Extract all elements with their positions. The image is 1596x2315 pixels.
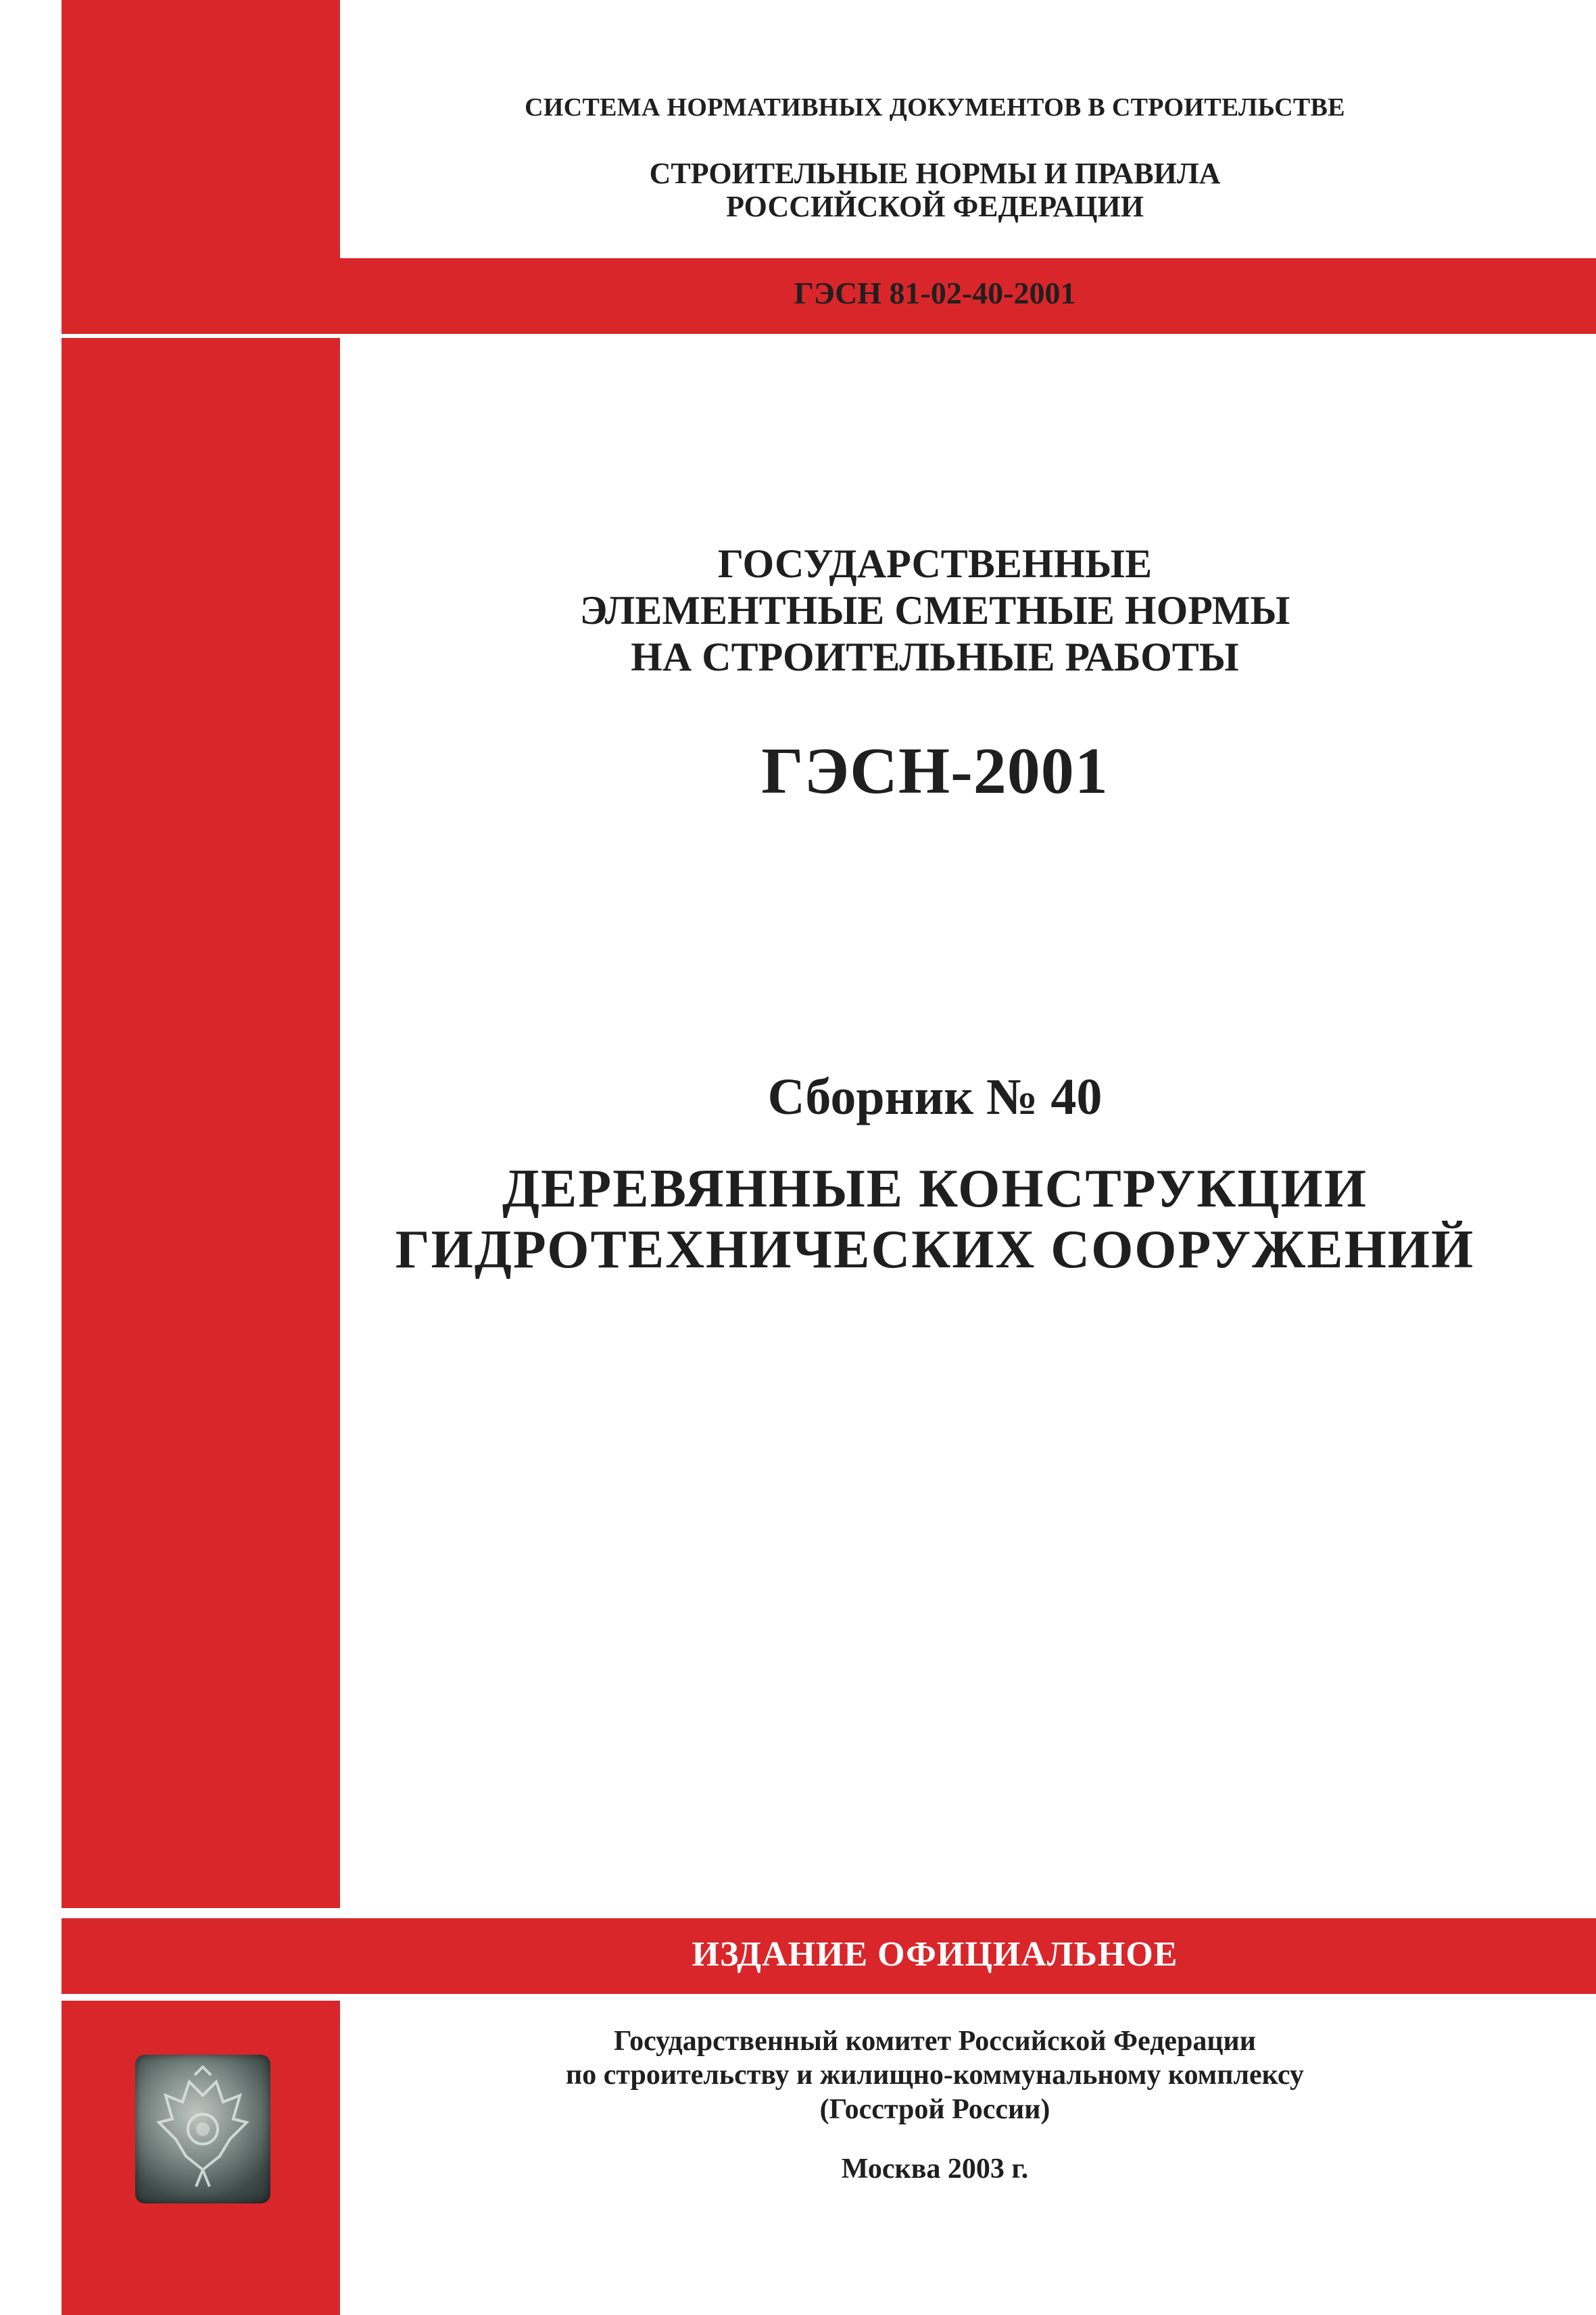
document-code: ГЭСН 81-02-40-2001 [794,276,1076,310]
norms-heading [340,157,1530,224]
publisher-line-1: Государственный комитет Российской Федерации [614,2026,1256,2057]
collection-subject [340,1159,1530,1280]
collection-number: Сборник № 40 [767,1069,1103,1125]
official-edition-label: ИЗДАНИЕ ОФИЦИАЛЬНОЕ [692,1935,1178,1974]
red-vertical-bar-middle [62,338,340,1908]
document-title [340,541,1530,681]
norms-line-1: СТРОИТЕЛЬНЫЕ НОРМЫ И ПРАВИЛА [649,157,1221,190]
publisher-line-3: (Госстрой России) [819,2093,1050,2125]
city-year: Москва 2003 г. [841,2153,1029,2185]
title-line-2: ЭЛЕМЕНТНЫЕ СМЕТНЫЕ НОРМЫ [579,588,1290,633]
series-heading: СИСТЕМА НОРМАТИВНЫХ ДОКУМЕНТОВ В СТРОИТЕЛЬСТВЕ [525,93,1345,122]
big-code: ГЭСН-2001 [761,735,1109,808]
red-vertical-bar-top [62,0,340,258]
publisher-line-2: по строительству и жилищно-коммунальному комплексу [566,2060,1304,2091]
publisher-block [340,2024,1530,2126]
subject-line-1: ДЕРЕВЯННЫЕ КОНСТРУКЦИИ [502,1159,1368,1219]
title-line-3: НА СТРОИТЕЛЬНЫЕ РАБОТЫ [631,635,1239,679]
eagle-emblem-icon [135,2055,270,2203]
subject-line-2: ГИДРОТЕХНИЧЕСКИХ СООРУЖЕНИЙ [395,1219,1475,1280]
norms-line-2: РОССИЙСКОЙ ФЕДЕРАЦИИ [726,190,1144,224]
title-line-1: ГОСУДАРСТВЕННЫЕ [717,541,1153,586]
hologram-eagle-seal-icon [135,2055,270,2203]
